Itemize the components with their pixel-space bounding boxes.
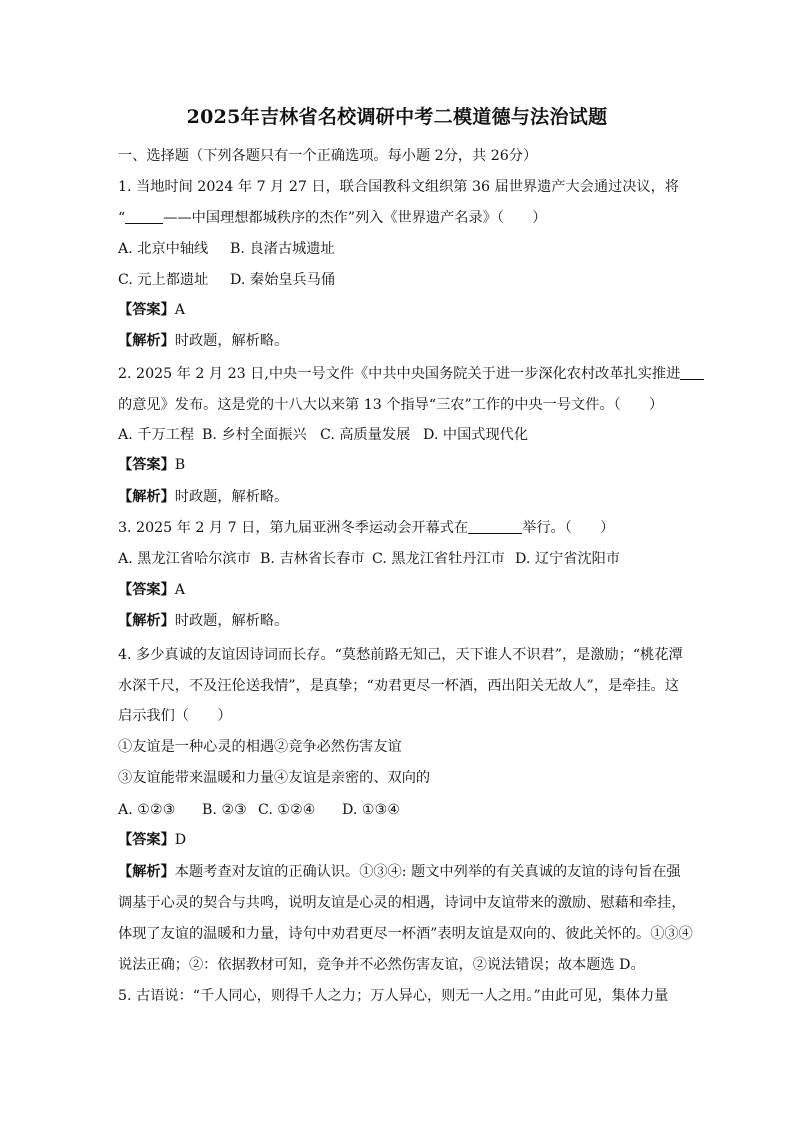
q2-analysis-text: 时政题，解析略。 <box>174 489 289 505</box>
q4-analysis-line1 <box>118 862 681 882</box>
q4-analysis-line2: 调基于心灵的契合与共鸣，说明友谊是心灵的相遇，诗词中友谊带来的激励、慰藉和牵挂， <box>118 895 686 911</box>
q4-option-d: D. ①③④ <box>342 802 401 818</box>
q3-answer-value: A <box>174 582 186 598</box>
q1-option-d: D. 秦始皇兵马俑 <box>230 272 336 288</box>
q1-open-quote: “ <box>118 210 126 226</box>
answer-label: 【答案】 <box>118 582 175 598</box>
analysis-label: 【解析】 <box>118 333 175 349</box>
q2-option-b: B. 乡村全面振兴 <box>202 427 307 443</box>
section-heading: 一、选择题（下列各题只有一个正确选项。每小题 2分，共 26分） <box>118 148 538 164</box>
q4-statement-3: ③友谊能带来温暖和力量 <box>118 770 275 786</box>
q4-analysis-text1: 本题考查对友谊的正确认识。①③④: 题文中列举的有关真诚的友谊的诗句旨在强 <box>174 864 681 880</box>
q3-option-b: B. 吉林省长春市 <box>260 551 365 567</box>
q1-option-c: C. 元上都遗址 <box>118 272 209 288</box>
q4-statement-2: ②竞争必然伤害友谊 <box>274 739 402 755</box>
q4-stem-line3: 启示我们（ ） <box>118 708 232 724</box>
q4-statements-row1 <box>118 737 402 757</box>
q4-stem-line1: 4. 多少真诚的友谊因诗词而长存。“莫愁前路无知己，天下谁人不识君”，是激励；“桃花潭 <box>118 647 683 663</box>
q1-analysis-text: 时政题，解析略。 <box>174 333 289 349</box>
answer-label: 【答案】 <box>118 302 175 318</box>
q5-stem-line1: 5. 古语说：“千人同心，则得千人之力；万人异心，则无一人之用。”由此可见，集体力量 <box>118 988 669 1004</box>
q4-option-c: C. ①②④ <box>258 802 316 818</box>
q1-option-b: B. 良渚古城遗址 <box>230 241 335 257</box>
analysis-label: 【解析】 <box>118 864 175 880</box>
q4-option-b: B. ②③ <box>202 802 247 818</box>
q1-stem-rest: ——中国理想都城秩序的杰作”列入《世界遗产名录》（ ） <box>163 210 547 226</box>
q4-statements-row2 <box>118 768 430 788</box>
q2-stem-text: 2. 2025 年 2 月 23 日,中央一号文件《中共中央国务院关于进一步深化农村改革扎实推进 <box>118 366 681 382</box>
q3-stem-rest: 举行。（ ） <box>522 520 615 536</box>
answer-label: 【答案】 <box>118 832 175 848</box>
q1-options-row2 <box>118 270 335 290</box>
q4-options <box>118 800 400 820</box>
q4-answer-value: D <box>174 832 187 848</box>
q2-stem-line2: 的意见》发布。这是党的十八大以来第 13 个指导“三农”工作的中央一号文件。（ ） <box>118 397 664 413</box>
q3-option-a: A. 黑龙江省哈尔滨市 <box>118 551 251 567</box>
q4-answer <box>118 830 186 850</box>
q2-blank <box>680 365 704 380</box>
q1-stem-line1: 1. 当地时间 2024 年 7 月 27 日，联合国教科文组织第 36 届世界遗产大会通过决议，将 <box>118 179 679 195</box>
q1-answer-value: A <box>174 302 186 318</box>
q4-analysis-line4: 说法正确；②：依据教材可知，竞争并不必然伤害友谊，②说法错误；故本题选 D。 <box>118 957 645 973</box>
q3-stem <box>118 518 614 538</box>
q4-statement-1: ①友谊是一种心灵的相遇 <box>118 739 275 755</box>
q1-answer <box>118 300 185 320</box>
analysis-label: 【解析】 <box>118 613 175 629</box>
q3-option-c: C. 黑龙江省牡丹江市 <box>372 551 505 567</box>
q4-stem-line2: 水深千尺，不及汪伦送我情”，是真挚；“劝君更尽一杯酒，西出阳关无故人”，是牵挂。这 <box>118 678 679 694</box>
q3-stem-text: 3. 2025 年 2 月 7 日，第九届亚洲冬季运动会开幕式在 <box>118 520 469 536</box>
q1-option-a: A. 北京中轴线 <box>118 241 209 257</box>
q1-options-row1 <box>118 239 335 259</box>
q4-analysis-line3: 体现了友谊的温暖和力量，诗句中劝君更尽一杯酒”表明友谊是双向的、彼此关怀的。①③④ <box>118 926 693 942</box>
q1-stem-line2 <box>118 208 546 228</box>
q2-analysis <box>118 487 288 507</box>
analysis-label: 【解析】 <box>118 489 175 505</box>
q2-answer <box>118 455 185 475</box>
q4-option-a: A. ①②③ <box>118 802 176 818</box>
q3-option-d: D. 辽宁省沈阳市 <box>515 551 621 567</box>
q2-answer-value: B <box>174 457 186 473</box>
q1-blank <box>125 209 163 224</box>
answer-label: 【答案】 <box>118 457 175 473</box>
q3-options <box>118 549 620 569</box>
q3-analysis <box>118 611 288 631</box>
q3-analysis-text: 时政题，解析略。 <box>174 613 289 629</box>
q2-stem-line1 <box>118 364 704 384</box>
page-title: 2025年吉林省名校调研中考二模道德与法治试题 <box>186 106 608 128</box>
q1-analysis <box>118 331 288 351</box>
q2-option-d: D. 中国式现代化 <box>423 427 529 443</box>
q2-options <box>118 425 528 445</box>
q4-statement-4: ④友谊是亲密的、双向的 <box>274 770 431 786</box>
q2-option-a: A. 千万工程 <box>118 427 195 443</box>
q2-option-c: C. 高质量发展 <box>320 427 411 443</box>
q3-answer <box>118 580 185 600</box>
q3-blank <box>468 519 522 534</box>
